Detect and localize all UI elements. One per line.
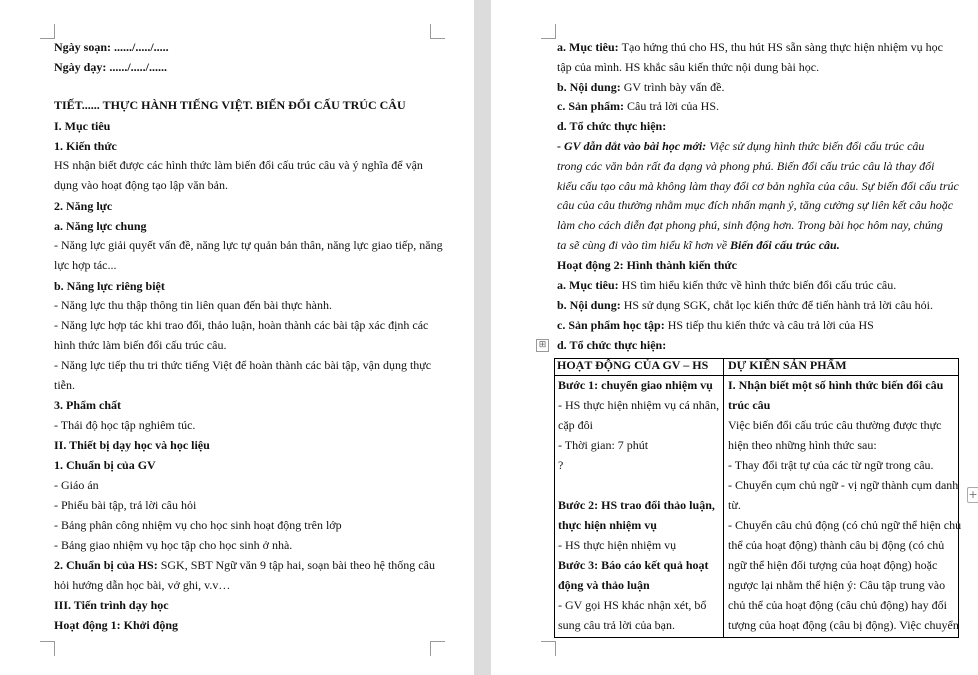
text-run: - HS thực hiện nhiệm vụ [558,538,677,552]
text-run: Hoạt động 2: Hình thành kiến thức [557,258,737,272]
table-cell-line-results [728,518,961,533]
text-run: a. Mục tiêu: [557,278,622,292]
left-page-line [54,318,428,333]
text-run: HS sử dụng SGK, chắt lọc kiến thức để tiến hành trả lời câu hỏi. [623,298,933,312]
text-run: Hoạt động 1: Khởi động [54,618,179,632]
table-cell-line-results [728,458,934,473]
left-page-line [54,178,228,193]
crop-mark [40,24,55,39]
left-page-line [54,438,210,453]
text-run: - Giáo án [54,478,99,492]
table-cell-line-activities [558,578,650,593]
text-run: HS tìm hiểu kiến thức về hình thức biến đổi cấu trúc câu. [621,278,897,292]
table-cell-line-activities [558,558,709,573]
left-page-line [54,139,117,154]
text-run: - Năng lực tiếp thu tri thức tiếng Việt để hoàn thành các bài tập, vận dụng thực [54,358,432,372]
text-run: TIẾT...... THỰC HÀNH TIẾNG VIỆT. BIẾN ĐỔI CẤU TRÚC CÂU [54,98,406,112]
table-header-divider [555,375,958,376]
text-run: I. Mục tiêu [54,119,111,133]
table-cell-line-activities [558,518,657,533]
text-run: tập của mình. HS khắc sâu kiến thức nội dung bài học. [557,60,820,74]
left-page-line [54,98,406,113]
text-run: từ. [728,498,741,512]
add-row-button[interactable]: + [968,488,978,501]
right-page-line [557,139,924,154]
left-page-line [54,538,292,553]
left-page-line [54,40,169,55]
table-cell-line-activities [558,458,563,473]
text-run: - Năng lực thu thập thông tin liên quan đến bài thực hành. [54,298,332,312]
text-run: a. Mục tiêu: [557,40,622,54]
crop-mark [541,24,556,39]
text-run: trúc câu [728,398,771,412]
left-page-line [54,238,443,253]
text-run: - Thái độ học tập nghiêm túc. [54,418,196,432]
text-run: 2. Năng lực [54,199,113,213]
left-page-line [54,338,226,353]
text-run: - Bảng phân công nhiệm vụ cho học sinh hoạt động trên lớp [54,518,342,532]
table-cell-line-results [728,418,941,433]
table-cell-line-activities [558,538,676,553]
text-run: b. Nội dung: [557,298,624,312]
text-run: - Năng lực giải quyết vấn đề, năng lực tự quản bản thân, năng lực giao tiếp, năng [54,238,443,252]
table-cell-line-results [728,578,945,593]
text-run: c. Sản phẩm học tập: [557,318,668,332]
text-run: chủ thể của hoạt động (câu chủ động) hay đối [728,598,947,612]
text-run: Bước 3: Báo cáo kết quả hoạt [558,558,709,572]
table-header-expected-results: DỰ KIẾN SẢN PHẨM [728,358,847,372]
right-page-line [557,338,666,353]
right-page-line [557,278,896,293]
text-run: - Chuyển cụm chủ ngữ - vị ngữ thành cụm danh [728,478,959,492]
text-run: c. Sản phẩm: [557,99,628,113]
text-run: 2. Chuẩn bị của HS: [54,558,161,572]
left-page-line [54,119,110,134]
text-run: hỏi hướng dẫn học bài, vở ghi, v.v… [54,578,231,592]
text-run: - Bảng giao nhiệm vụ học tập cho học sinh ở nhà. [54,538,293,552]
right-page-line [557,258,737,273]
text-run: tượng của hoạt động (câu bị động). Việc chuyển [728,618,959,632]
table-cell-line-results [728,438,877,453]
right-page-line [557,318,874,333]
table-cell-line-results [728,378,943,393]
table-cell-line-results [728,478,958,493]
text-run: Ngày soạn: ....../...../..... [54,40,169,54]
table-cell-line-activities [558,498,715,513]
left-page-line [54,298,332,313]
text-run: dụng vào hoạt động tạo lập văn bản. [54,178,228,192]
left-page-line [54,558,435,573]
crop-mark [430,641,445,656]
table-cell-line-results [728,558,937,573]
left-page-line [54,219,147,234]
right-page-line [557,60,819,75]
text-run: Ngày dạy: ....../...../...... [54,60,168,74]
right-page-line [557,119,666,134]
text-run: HS nhận biết được các hình thức làm biến đổi cấu trúc câu và ý nghĩa để vận [54,158,423,172]
text-run: ngữ thể hiện đối tượng của hoạt động) hoặc [728,558,938,572]
right-page-line [557,179,959,194]
left-page-line [54,618,178,633]
text-run: thể của hoạt động) thành câu bị động (có chủ [728,538,945,552]
table-column-divider [723,359,724,637]
left-page-line [54,498,196,513]
right-page-line [557,40,943,55]
text-run: tiễn. [54,378,75,392]
text-run: hình thức làm biến đổi cấu trúc câu. [54,338,227,352]
text-run: Bước 1: chuyển giao nhiệm vụ [558,378,713,392]
left-page-line [54,578,230,593]
table-cell-line-activities [558,378,713,393]
text-run: SGK, SBT Ngữ văn 9 tập hai, soạn bài theo hệ thống câu [160,558,435,572]
left-page-line [54,598,169,613]
table-header-activities: HOẠT ĐỘNG CỦA GV – HS [557,358,709,372]
text-run: Bước 2: HS trao đổi thảo luận, [558,498,715,512]
text-run: - GV gọi HS khác nhận xét, bổ [558,598,707,612]
table-cell-line-activities [558,618,675,633]
text-run: b. Năng lực riêng biệt [54,279,165,293]
right-page-line [557,298,933,313]
text-run: động và thảo luận [558,578,650,592]
left-page-line [54,279,165,294]
text-run: thực hiện nhiệm vụ [558,518,657,532]
table-cell-line-activities [558,418,593,433]
text-run: hiện theo những hình thức sau: [728,438,877,452]
text-run: - Thay đổi trật tự của các từ ngữ trong câu. [728,458,934,472]
text-run: 1. Kiến thức [54,139,117,153]
text-run: Tạo hứng thú cho HS, thu hút HS sẵn sàng thực hiện nhiệm vụ học [621,40,943,54]
text-run: d. Tổ chức thực hiện: [557,338,667,352]
text-run: sung câu trả lời của bạn. [558,618,675,632]
right-page-line [557,238,840,253]
text-run: b. Nội dung: [557,80,624,94]
right-page-line [557,80,724,95]
text-run: Biến đổi cấu trúc câu. [730,238,840,252]
text-run: a. Năng lực chung [54,219,147,233]
crop-mark [40,641,55,656]
right-page-line [557,99,719,114]
text-run: 1. Chuẩn bị của GV [54,458,156,472]
left-page-line [54,458,156,473]
table-cell-line-activities [558,598,706,613]
text-run: Việc sử dụng hình thức biến đổi cấu trúc câu [709,139,925,153]
text-run: - HS thực hiện nhiệm vụ cá nhân, [558,398,720,412]
crop-mark [541,641,556,656]
left-page-line [54,358,431,373]
text-run: - Phiếu bài tập, trả lời câu hỏi [54,498,197,512]
text-run: HS tiếp thu kiến thức và câu trả lời của HS [667,318,874,332]
table-cell-line-activities [558,438,648,453]
left-page-line [54,199,112,214]
table-cell-line-results [728,498,741,513]
left-page-line [54,60,167,75]
table-cell-line-results [728,618,959,633]
text-run: II. Thiết bị dạy học và học liệu [54,438,210,452]
text-run: ta sẽ cùng đi vào tìm hiểu kĩ hơn về [557,238,731,252]
page-gutter [474,0,491,675]
text-run: 3. Phẩm chất [54,398,121,412]
left-page-line [54,418,195,433]
left-page-line [54,478,99,493]
left-page-line [54,398,121,413]
left-page-line [54,258,117,273]
text-run: lực hợp tác... [54,258,117,272]
right-page-line [557,218,943,233]
text-run: I. Nhận biết một số hình thức biến đổi câu [728,378,944,392]
table-move-handle-icon[interactable]: ⊞ [536,339,549,352]
table-cell-line-activities [558,398,719,413]
table-cell-line-results [728,538,944,553]
table-cell-line-results [728,398,770,413]
text-run: - Chuyển câu chủ động (có chủ ngữ thể hiện chủ [728,518,962,532]
text-run: câu của câu thường nhằm mục đích nhấn mạnh ý, tăng cường sự liên kết câu hoặc [557,198,954,212]
text-run: Việc biến đổi cấu trúc câu thường được thực [728,418,942,432]
right-page-line [557,159,935,174]
text-run: trong các văn bản rất đa dạng và phong phú. Biến đổi cấu trúc câu là thay đổi [557,159,935,173]
text-run: - Năng lực hợp tác khi trao đổi, thảo luận, hoàn thành các bài tập xác định các [54,318,429,332]
text-run: ? [558,458,564,472]
text-run: GV trình bày vấn đề. [623,80,725,94]
text-run: III. Tiến trình dạy học [54,598,169,612]
text-run: - GV dẫn dắt vào bài học mới: [557,139,710,153]
text-run: ngược lại nhằm thể hiện ý: Câu tập trung vào [728,578,946,592]
left-page-line [54,378,75,393]
crop-mark [430,24,445,39]
text-run: kiểu cấu tạo câu mà không làm thay đổi cơ bản nghĩa của câu. Sự biến đổi cấu trúc [557,179,959,193]
left-page-line [54,158,423,173]
text-run: d. Tổ chức thực hiện: [557,119,667,133]
text-run: Câu trả lời của HS. [627,99,720,113]
right-page-line [557,198,953,213]
text-run: làm cho cách diễn đạt phong phú, sinh động hơn. Trong bài học hôm nay, chúng [557,218,943,232]
text-run: - Thời gian: 7 phút [558,438,649,452]
left-page-line [54,518,342,533]
table-cell-line-results [728,598,947,613]
text-run: cặp đôi [558,418,593,432]
